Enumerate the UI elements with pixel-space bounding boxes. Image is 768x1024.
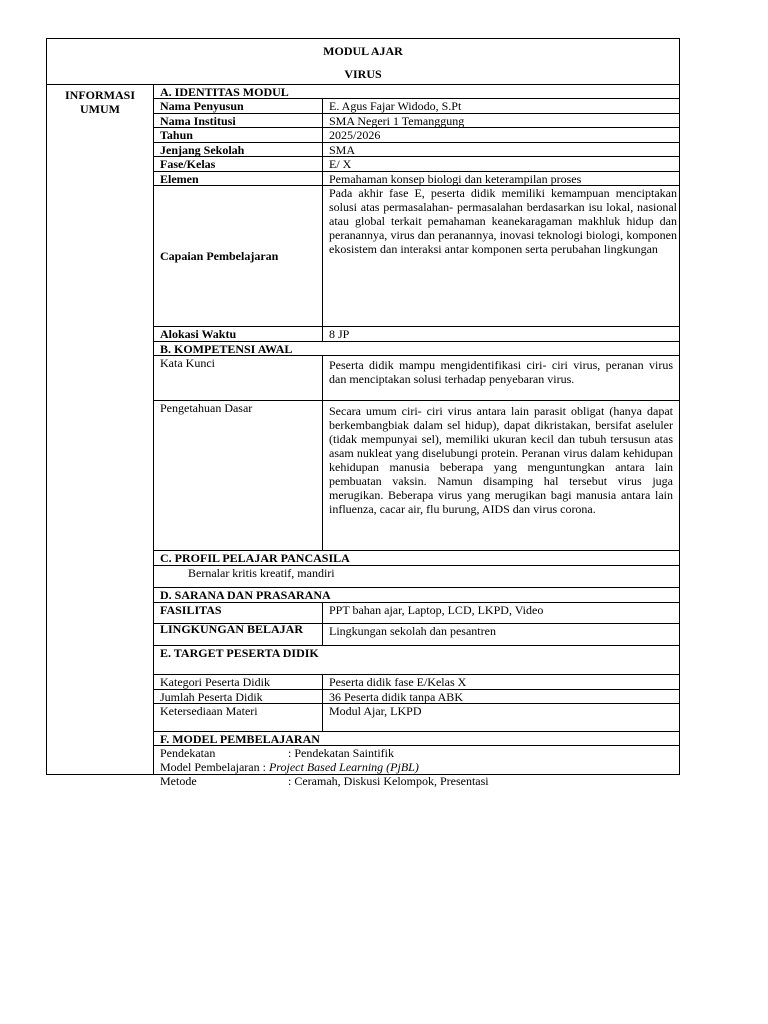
left-label-line1: INFORMASI — [64, 88, 135, 102]
pengetahuan-label: Pengetahuan Dasar — [160, 401, 253, 415]
section-d-heading: D. SARANA DAN PRASARANA — [154, 588, 679, 603]
kata-kunci-label: Kata Kunci — [160, 356, 215, 370]
capaian-value: Pada akhir fase E, peserta didik memiliki kemampuan menciptakan solusi atas permasalahan- permasalahan berdasarkan isu lokal, nasional atau global terkait pemahaman keanekaragaman makhluk hidup dan peranannya, virus dan peranannya, inovasi teknologi biologi, komponen ekosistem dan interaksi antar komponen serta perubahan lingkungan — [322, 186, 679, 326]
metode-label: Metode — [160, 774, 197, 788]
row-kata-kunci — [154, 356, 679, 401]
model-line — [160, 760, 679, 774]
metode-line — [160, 774, 679, 788]
metode-value: : Ceramah, Diskusi Kelompok, Presentasi — [288, 774, 489, 788]
section-c-heading: C. PROFIL PELAJAR PANCASILA — [154, 551, 679, 566]
row-materi — [154, 704, 679, 732]
fase-value: E/ X — [322, 157, 679, 171]
fasilitas-label: FASILITAS — [160, 603, 222, 617]
materi-label: Ketersediaan Materi — [160, 704, 258, 718]
tahun-label: Tahun — [160, 128, 193, 142]
elemen-label: Elemen — [160, 172, 199, 186]
document-title: MODUL AJAR — [323, 44, 403, 58]
row-pengetahuan — [154, 401, 679, 551]
penyusun-value: E. Agus Fajar Widodo, S.Pt — [322, 99, 679, 113]
institusi-value: SMA Negeri 1 Temanggung — [322, 114, 679, 127]
lingkungan-value: Lingkungan sekolah dan pesantren — [322, 624, 679, 645]
left-label — [47, 88, 153, 116]
row-fase — [154, 157, 679, 172]
pengetahuan-value: Secara umum ciri- ciri virus antara lain parasit obligat (hanya dapat berkembangbiak dalam sel hidup), dapat dikristakan, bersifat aseluler (tidak mempunyai sel), memiliki ukuran kecil dan tubuh tersusun atas asam nukleat yang diselubungi protein. Peranan virus dalam kehidupan kehidupan manusia beberapa yang menguntungkan antara lain pembuatan vaksin. Namun disamping hal tersebut virus juga merugikan. Beberapa virus yang merugikan bagi manusia antara lain influenza, cacar air, flu burung, AIDS dan virus corona. — [322, 401, 679, 550]
profil-value: Bernalar kritis kreatif, mandiri — [154, 566, 679, 588]
section-b-heading: B. KOMPETENSI AWAL — [154, 342, 679, 356]
alokasi-value: 8 JP — [322, 327, 679, 341]
document-subtitle: VIRUS — [344, 67, 382, 81]
row-tahun — [154, 128, 679, 143]
main-table — [154, 84, 679, 788]
fasilitas-value: PPT bahan ajar, Laptop, LCD, LKPD, Video — [322, 603, 679, 623]
lingkungan-label: LINGKUNGAN BELAJAR — [160, 622, 304, 636]
row-jumlah — [154, 690, 679, 704]
model-label: Model Pembelajaran : — [160, 760, 266, 774]
materi-value: Modul Ajar, LKPD — [322, 704, 679, 731]
row-fasilitas — [154, 603, 679, 624]
row-jenjang — [154, 143, 679, 157]
row-capaian — [154, 186, 679, 327]
capaian-label: Capaian Pembelajaran — [160, 249, 279, 263]
model-block — [154, 746, 679, 788]
pendekatan-line — [160, 746, 679, 760]
section-e-heading: E. TARGET PESERTA DIDIK — [154, 646, 679, 675]
row-lingkungan — [154, 624, 679, 646]
tahun-value: 2025/2026 — [322, 128, 679, 142]
jumlah-value: 36 Peserta didik tanpa ABK — [322, 690, 679, 703]
elemen-value: Pemahaman konsep biologi dan keterampilan proses — [322, 172, 679, 185]
alokasi-label: Alokasi Waktu — [160, 327, 237, 341]
row-institusi — [154, 114, 679, 128]
section-f-heading: F. MODEL PEMBELAJARAN — [154, 732, 679, 746]
pendekatan-value: : Pendekatan Saintifik — [288, 746, 394, 760]
section-a-heading: A. IDENTITAS MODUL — [154, 85, 679, 99]
pendekatan-label: Pendekatan — [160, 746, 216, 760]
row-alokasi — [154, 327, 679, 342]
kata-kunci-value: Peserta didik mampu mengidentifikasi ciri- ciri virus, peranan virus dan menciptakan solusi terhadap penyebaran virus. — [322, 356, 679, 400]
document-page — [46, 38, 680, 788]
jenjang-value: SMA — [322, 143, 679, 156]
left-label-line2: UMUM — [80, 102, 120, 116]
jenjang-label: Jenjang Sekolah — [160, 143, 245, 157]
kategori-label: Kategori Peserta Didik — [160, 675, 270, 689]
model-value: Project Based Learning (PjBL) — [268, 760, 419, 774]
left-column — [47, 84, 154, 774]
jumlah-label: Jumlah Peserta Didik — [160, 690, 263, 704]
kategori-value: Peserta didik fase E/Kelas X — [322, 675, 679, 689]
row-elemen — [154, 172, 679, 186]
row-kategori — [154, 675, 679, 690]
institusi-label: Nama Institusi — [160, 114, 236, 128]
penyusun-label: Nama Penyusun — [160, 99, 244, 113]
fase-label: Fase/Kelas — [160, 157, 216, 171]
row-penyusun — [154, 99, 679, 114]
